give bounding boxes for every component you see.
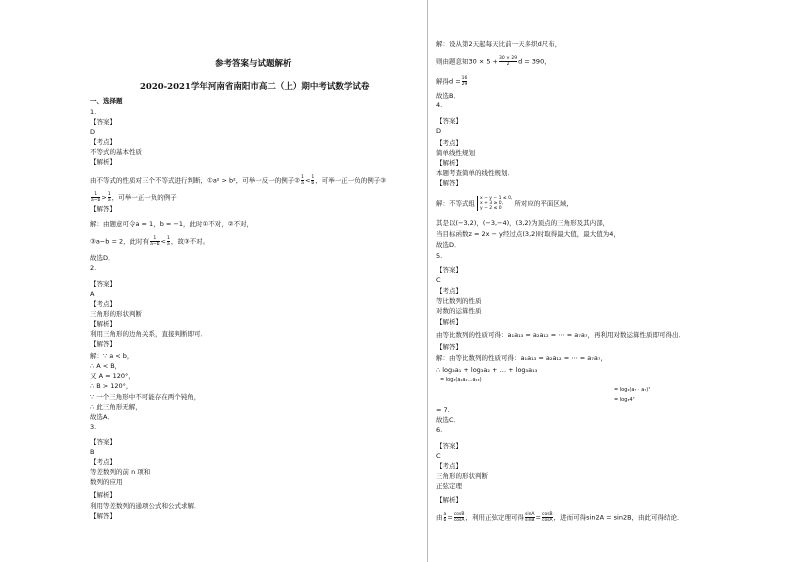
q4-answer: D	[436, 127, 442, 135]
q4-solution-text-b: 所对应的平面区域，	[514, 199, 573, 208]
q5-solution-line3: = log₃(a₁a₂…a₁₃)	[440, 377, 482, 383]
q2-solution-line2: ∴ A < B，	[90, 362, 122, 370]
q2-solution-line1: 解：∵ a < b，	[90, 352, 134, 360]
q1-number: 1.	[90, 108, 97, 116]
fraction: $\frac{30 \times 29}{2}$	[499, 56, 518, 67]
q2-conclusion: 故选A．	[90, 413, 114, 421]
q5-point2: 对数的运算性质	[436, 307, 482, 315]
q1-analysis-tag: 【解析】	[90, 158, 116, 166]
q5-number: 5.	[436, 252, 443, 260]
doc-title: 参考答案与试题解析	[215, 59, 292, 69]
q6-analysis-tag: 【解析】	[436, 496, 462, 504]
q5-conclusion: 故选C．	[436, 416, 461, 424]
q3-analysis-tag: 【解析】	[90, 491, 116, 499]
q1-point: 不等式的基本性质	[90, 148, 142, 156]
fraction: $\frac{1}{a-b}$	[91, 192, 101, 203]
q1-solution-text-b: ，故③不对。	[170, 237, 210, 246]
q5-solution-line1: 解：由等比数列的性质可得：a₁a₁₃ = a₂a₁₂ = ⋯ = a₇a₇，	[436, 354, 607, 362]
fraction: $\frac{16}{29}$	[461, 76, 468, 87]
q3-number: 3.	[90, 423, 97, 431]
q4-point: 简单线性规划	[436, 149, 475, 157]
q6-analysis-text-b: ，利用正弦定理可得	[465, 513, 524, 522]
q1-point-tag: 【考点】	[90, 138, 116, 146]
fraction: $\frac{\sin A}{\sin B}$	[524, 512, 535, 523]
q4-solution-line2: 其是以(−3,2)，(−3,−4)，(3,2)为顶点的三角形及其内部，	[436, 219, 610, 227]
q1-analysis-text-a: 由不等式的性质对三个不等式进行判断，①a² > b²，可举一反一的例子②	[90, 176, 301, 185]
q1-solution-tag: 【解答】	[90, 205, 116, 213]
q1-analysis-text-b: ，可举一正一负的例子③	[315, 176, 387, 185]
q4-analysis-tag: 【解析】	[436, 159, 462, 167]
q3-point1: 等差数列的前 n 项和	[90, 468, 151, 476]
q6-answer: C	[436, 452, 441, 460]
q2-analysis: 利用三角形的边角关系，直接判断即可．	[90, 330, 207, 338]
fraction: $\frac{1}{a-b}$	[150, 236, 160, 247]
section-heading: 一、选择题	[90, 97, 123, 105]
q2-answer: A	[90, 290, 95, 298]
fraction: $\frac{a}{b}$	[443, 512, 447, 523]
q4-conclusion: 故选D．	[436, 241, 461, 249]
q3-solution-line2	[436, 56, 551, 67]
q4-solution-tag: 【解答】	[436, 179, 462, 187]
q4-answer-tag: 【答案】	[436, 117, 462, 125]
doc-subtitle: 2020-2021学年河南省南阳市高二（上）期中考试数学试卷	[140, 82, 370, 92]
q4-number: 4.	[436, 101, 443, 109]
q5-answer: C	[436, 276, 441, 284]
q2-analysis-tag: 【解析】	[90, 320, 116, 328]
q6-point1: 三角形的形状判断	[436, 472, 488, 480]
q2-solution-line6: ∴ 此三角形无解，	[90, 403, 142, 411]
q1-conclusion: 故选D．	[90, 254, 115, 262]
q6-answer-tag: 【答案】	[436, 442, 462, 450]
q2-point-tag: 【考点】	[90, 300, 116, 308]
q5-point-tag: 【考点】	[436, 287, 462, 295]
q2-solution-line3: 又 A = 120°，	[90, 372, 135, 380]
q1-solution-line1: 解：由题意可令a = 1，b = −1，此时①不对，②不对，	[90, 220, 254, 228]
q6-number: 6.	[436, 426, 443, 434]
q3-analysis: 利用等差数列的通项公式和公式求解．	[90, 502, 201, 510]
q1-solution-line2: ③a−b = 2，此时有 $\frac{1}{a-b}$ < $\frac{1}{a}$ ，故③不对。	[90, 236, 210, 247]
q4-analysis: 本题考查简单的线性规划．	[436, 169, 514, 177]
q1-analysis-cont: $\frac{1}{a-b}$ > $\frac{1}{a}$ ，可举一正一负的例子	[91, 192, 177, 203]
column-divider	[427, 0, 428, 562]
q6-analysis-text-c: ，进而可得sin2A = sin2B，由此可得结论．	[553, 513, 684, 522]
q4-point-tag: 【考点】	[436, 139, 462, 147]
q3-solution-tag: 【解答】	[90, 512, 116, 520]
q5-solution-line5: = log₃4⁷	[614, 397, 635, 403]
q6-analysis-text-a: 由	[436, 513, 443, 522]
fraction: $\frac{1}{a}$	[301, 175, 304, 186]
q3-solution-text-b: d = 390，	[518, 57, 551, 66]
q3-answer-tag: 【答案】	[90, 438, 116, 446]
fraction: $\frac{1}{a}$	[166, 236, 170, 247]
q5-solution-line2: ∴ log₃a₁ + log₃a₂ + … + log₃a₁₃	[436, 366, 538, 374]
q3-solution-line3	[436, 76, 468, 87]
q2-solution-tag: 【解答】	[90, 340, 116, 348]
fraction: $\frac{\cos B}{\cos A}$	[541, 512, 553, 523]
q5-analysis-tag: 【解析】	[436, 318, 462, 326]
q1-solution-text-a: ③a−b = 2，此时有	[90, 237, 150, 246]
q6-analysis: 由 $\frac{a}{b}$ = $\frac{\cos B}{\cos A}$ ，利用正弦定理可得 $\frac{\sin A}{\sin B}$ = $\frac{\cos B}{\cos A}$ ，进而可得sin2A = sin2B，由此可得结论．	[436, 512, 684, 523]
q5-answer-tag: 【答案】	[436, 266, 462, 274]
q3-solution-text-a: 则由题意知30 × 5 +	[436, 57, 498, 66]
q3-point-tag: 【考点】	[90, 458, 116, 466]
q2-solution-line4: ∴ B > 120°，	[90, 382, 133, 390]
q5-solution-tag: 【解答】	[436, 343, 462, 351]
q6-point-tag: 【考点】	[436, 462, 462, 470]
q6-point2: 正弦定理	[436, 482, 462, 490]
q4-solution-line1	[436, 196, 573, 211]
q5-point1: 等比数列的性质	[436, 297, 482, 305]
q4-solution-line3: 当目标函数z = 2x − y经过点(3,2)时取得最大值，最大值为4，	[436, 230, 620, 238]
q1-analysis-text-c: ，可举一正一负的例子	[111, 193, 177, 202]
q4-solution-text-a: 解：不等式组	[436, 199, 475, 208]
q5-solution-line4: = log₃(a₇ · a₇)⁷	[614, 387, 651, 393]
q2-number: 2.	[90, 264, 97, 272]
q1-analysis: 由不等式的性质对三个不等式进行判断，①a² > b²，可举一反一的例子② $\frac{1}{a}$ < $\frac{1}{b}$ ，可举一正一负的例子③	[90, 175, 387, 186]
q3-point2: 数列的应用	[90, 478, 123, 486]
fraction: $\frac{1}{b}$	[311, 175, 315, 186]
q3-conclusion: 故选B．	[436, 92, 460, 100]
q3-answer: B	[90, 448, 95, 456]
q3-solution-line1: 解：设从第2天起每天比前一天多织d尺布，	[436, 40, 562, 48]
fraction: $\frac{1}{a}$	[107, 192, 111, 203]
q5-solution-line6: = 7.	[436, 406, 450, 414]
q1-answer: D	[90, 128, 96, 136]
inequality-system: x − y − 1 ≤ 0, x + 3 ≥ 0, y − 2 ≤ 0	[477, 196, 512, 211]
fraction: $\frac{\cos B}{\cos A}$	[453, 512, 465, 523]
q2-solution-line5: ∵ 一个三角形中不可能存在两个钝角，	[90, 393, 201, 401]
q3-solution-text-c: 解得d =	[436, 77, 461, 86]
q2-point: 三角形的形状判断	[90, 310, 142, 318]
q2-answer-tag: 【答案】	[90, 280, 116, 288]
q1-answer-tag: 【答案】	[90, 118, 116, 126]
q5-analysis: 由等比数列的性质可得：a₁a₁₃ = a₂a₁₂ = ⋯ = a₇a₇，再利用对数运算性质即可得出．	[436, 331, 685, 339]
